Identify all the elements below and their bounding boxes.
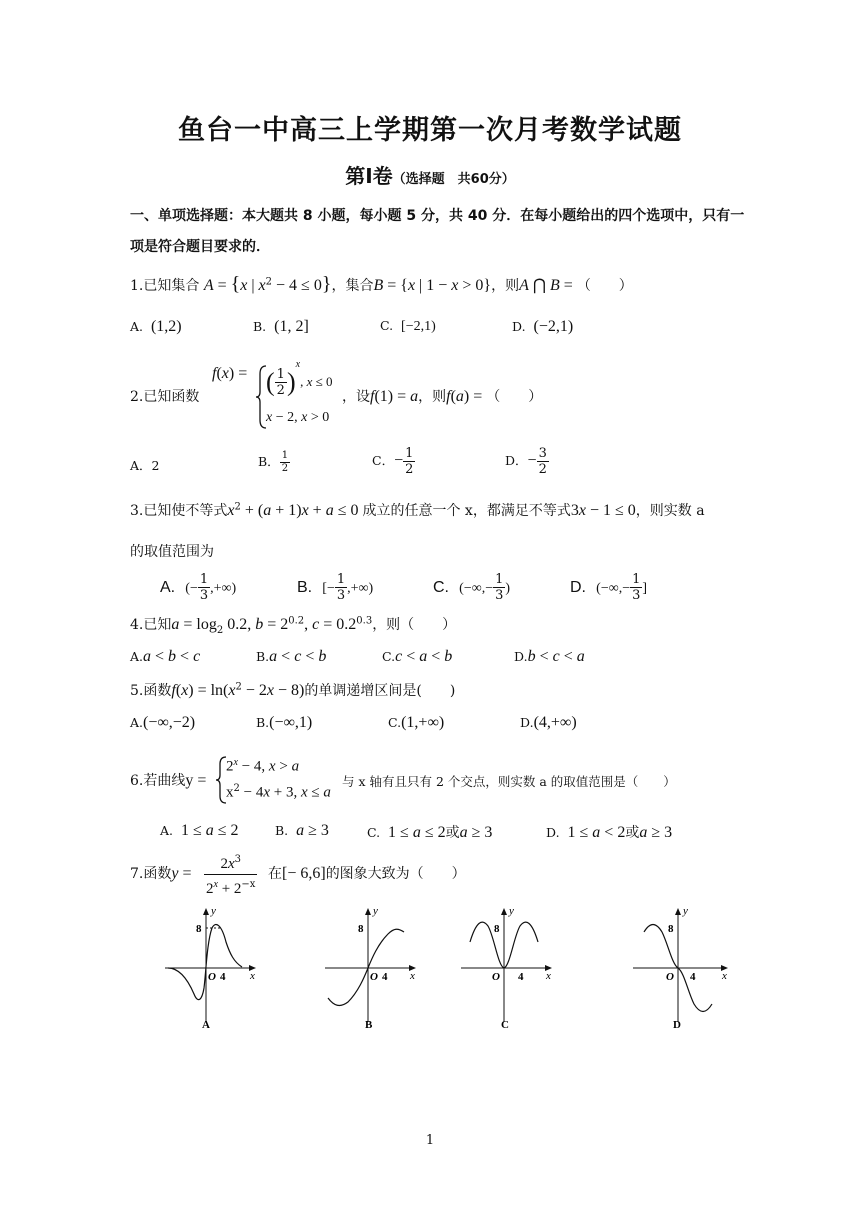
tick-y-label: 8	[494, 923, 500, 935]
paper-part-heading	[0, 160, 860, 189]
question-7-tail: 在[− 6,6]的图象大致为（ ）	[268, 865, 466, 882]
q3-option-d[interactable]: D. (−∞,− $\frac{1}{3}$ ]	[570, 572, 648, 603]
q4-option-c[interactable]: C.c < a < b	[382, 648, 453, 665]
tick-y-label: 8	[668, 923, 674, 935]
q2-option-b[interactable]: B． $\frac{1}{2}$	[258, 450, 289, 474]
q7-function-fraction: $\frac{2x^3}{2^x + 2^{-x}}$	[204, 850, 257, 899]
q7-graph-d[interactable]	[628, 902, 728, 1032]
q2-branch-1: ( $\frac{1}{2}$ )$^x$, x ≤ 0	[266, 358, 333, 398]
section-heading: 一、单项选择题：本大题共 8 小题，每小题 5 分，共 40 分．在每小题给出的四个选项中，只有一项是符合题目要求的．	[130, 208, 745, 255]
q5-option-a[interactable]: A.(−∞,−2)	[130, 714, 196, 731]
q1-option-b[interactable]: B. (1, 2]	[253, 318, 309, 335]
tick-x-label: 4	[382, 971, 388, 983]
question-7-stem: 7.函数y =	[130, 865, 192, 882]
part-note: （选择题 共60分）	[392, 172, 515, 187]
graph-label-d: D	[673, 1019, 681, 1031]
origin-label: O	[492, 971, 500, 983]
origin-label: O	[208, 971, 216, 983]
q5-option-c[interactable]: C.(1,+∞)	[388, 714, 445, 731]
axis-x-label: x	[722, 970, 727, 982]
axis-y-label: y	[211, 905, 216, 917]
q2-branch-2: x − 2, x > 0	[266, 410, 330, 425]
q6-option-b[interactable]: B. a ≥ 3	[275, 822, 329, 839]
q3-option-c[interactable]: C. (−∞,− $\frac{1}{3}$ )	[433, 572, 511, 603]
q1-option-a[interactable]: A. (1,2)	[130, 318, 182, 335]
q2-option-c[interactable]: C．− $\frac{1}{2}$	[372, 446, 414, 477]
q7-graph-c[interactable]	[456, 902, 556, 1032]
tick-y-label: 8	[196, 923, 202, 935]
page-title: 鱼台一中高三上学期第一次月考数学试题	[178, 115, 682, 146]
question-3-line-2: 的取值范围为	[130, 544, 214, 560]
question-2-stem: 2.已知函数	[130, 389, 200, 405]
question-4: 4.已知$a = \log_2 0.2$, $b = 2^{0.2}$, $c = 0.2^{0.3}$，则（ ）	[130, 615, 457, 636]
axis-x-label: x	[410, 970, 415, 982]
origin-label: O	[666, 971, 674, 983]
axis-y-label: y	[509, 905, 514, 917]
q3-option-b[interactable]: B. [− $\frac{1}{3}$ ,+∞)	[297, 572, 374, 603]
question-3: 3.已知使不等式$x^2 + (a + 1)x + a \le 0$ 成立的任意一个 x，都满足不等式3x − 1 ≤ 0，则实数 a	[130, 501, 705, 519]
question-2-tail: ，设f(1) = a，则f(a) = （ ）	[342, 388, 543, 405]
q5-option-b[interactable]: B.(−∞,1)	[256, 714, 313, 731]
q6-branch-1: $2^x - 4$, x > a	[226, 757, 300, 775]
q3-option-a[interactable]: A. (− $\frac{1}{3}$ ,+∞)	[160, 572, 237, 603]
graph-label-c: C	[501, 1019, 509, 1031]
tick-x-label: 4	[690, 971, 696, 983]
question-5: 5.函数$f(x) = \ln(x^2 - 2x - 8)$的单调递增区间是( )	[130, 681, 456, 699]
q7-graph-a[interactable]	[160, 902, 260, 1032]
q6-branch-2: $x^2 - 4x + 3$, x ≤ a	[226, 783, 331, 801]
q1-option-c[interactable]: C. [−2,1)	[380, 318, 436, 334]
q1-option-d[interactable]: D. (−2,1)	[512, 318, 574, 335]
q4-option-d[interactable]: D.b < c < a	[514, 648, 585, 665]
q4-option-b[interactable]: B.a < c < b	[256, 648, 327, 665]
q2-option-a[interactable]: A．2	[130, 458, 160, 473]
axis-y-label: y	[373, 905, 378, 917]
q4-option-a[interactable]: A.a < b < c	[130, 648, 201, 665]
question-6-tail: 与 x 轴有且只有 2 个交点，则实数 a 的取值范围是（ ）	[342, 774, 676, 789]
page-number: 1	[425, 1133, 435, 1148]
tick-x-label: 4	[518, 971, 524, 983]
tick-y-label: 8	[358, 923, 364, 935]
q6-option-a[interactable]: A. 1 ≤ a ≤ 2	[160, 822, 239, 839]
graph-label-a: A	[202, 1019, 210, 1031]
q2-option-d[interactable]: D．− $\frac{3}{2}$	[505, 446, 547, 477]
q7-graph-b[interactable]	[320, 902, 420, 1032]
graph-label-b: B	[365, 1019, 373, 1031]
q6-option-d[interactable]: D. 1 ≤ a < 2或a ≥ 3	[546, 824, 673, 841]
axis-y-label: y	[683, 905, 688, 917]
origin-label: O	[370, 971, 378, 983]
q5-option-d[interactable]: D.(4,+∞)	[520, 714, 577, 731]
question-6-stem: 6.若曲线y =	[130, 772, 207, 789]
axis-x-label: x	[250, 970, 255, 982]
axis-x-label: x	[546, 970, 551, 982]
tick-x-label: 4	[220, 971, 226, 983]
part-label: 第Ⅰ卷	[345, 164, 393, 188]
question-1: 1.已知集合 A = {x | $x^2 - 4 \le 0$}，集合B = {x | 1 − x > 0}，则A ⋂ B = （ ）	[130, 273, 633, 295]
q2-function-definition: f(x) =	[212, 365, 248, 382]
q6-option-c[interactable]: C. 1 ≤ a ≤ 2或a ≥ 3	[367, 824, 493, 841]
